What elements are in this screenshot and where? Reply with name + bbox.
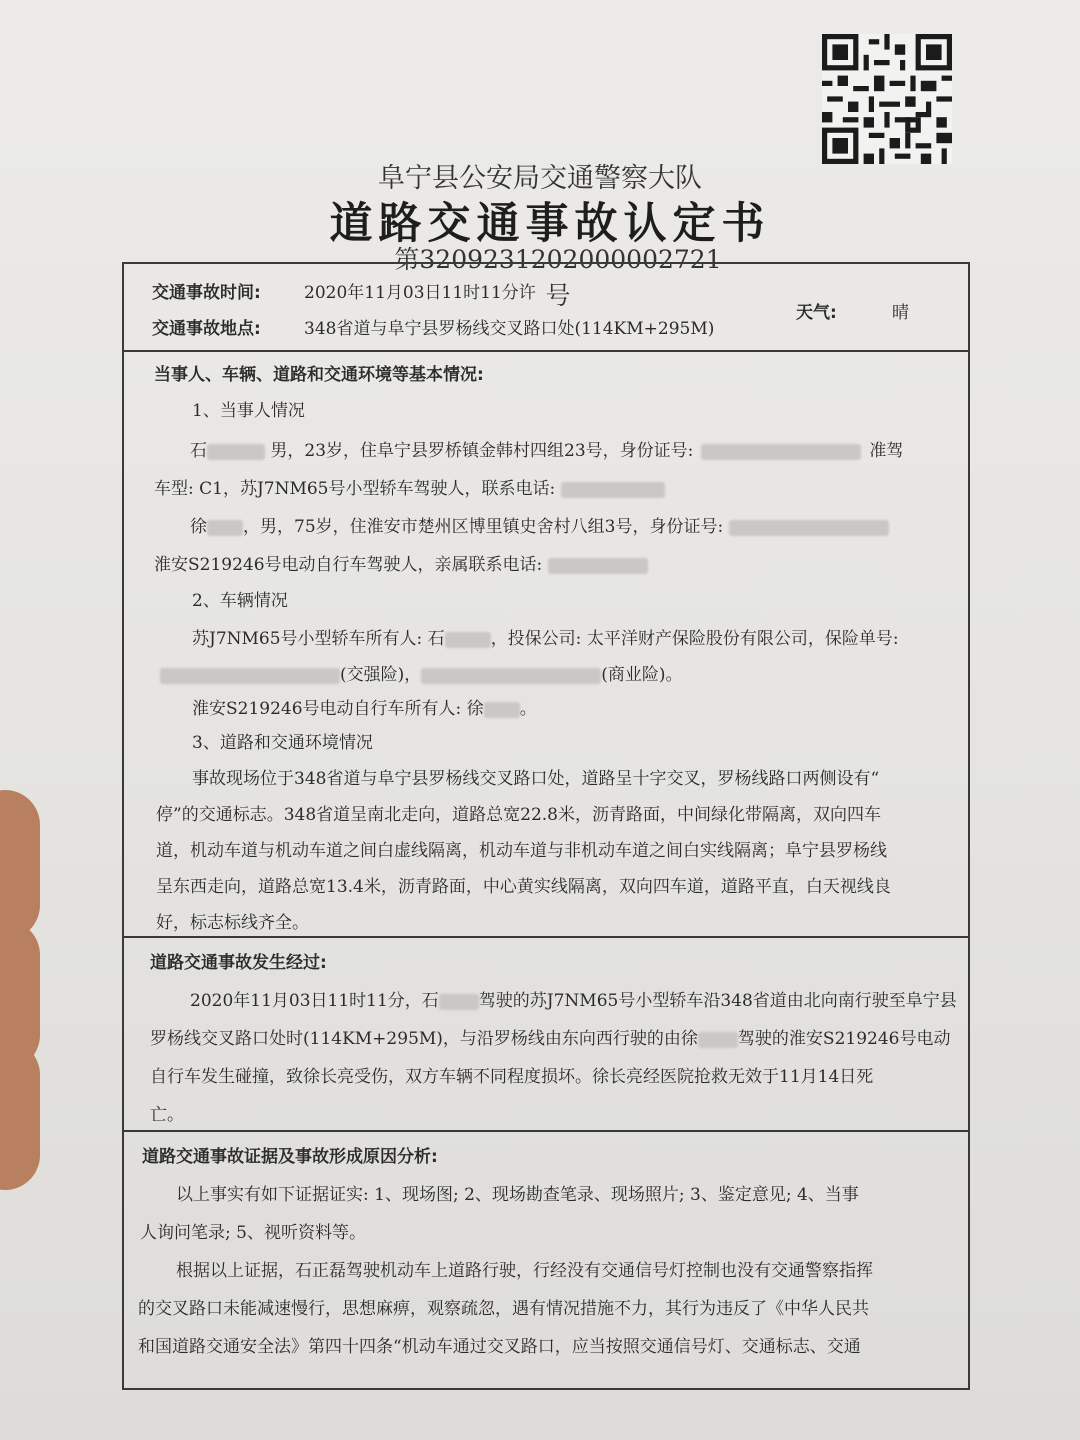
place-value: 348省道与阜宁县罗杨线交叉路口处(114KM+295M) [304,319,715,339]
evidence-line-5: 和国道路交通安全法》第四十四条“机动车通过交叉路口，应当按照交通信号灯、交通标志、交通 [138,1337,861,1357]
report-form [122,262,970,1390]
basic-heading: 当事人、车辆、道路和交通环境等基本情况: [154,365,484,385]
process-line-3: 自行车发生碰撞，致徐长亮受伤，双方车辆不同程度损坏。徐长亮经医院抢救无效于11月14日死 [150,1067,874,1087]
party1-line1: 石 男，23岁，住阜宁县罗桥镇金韩村四组23号，身份证号: 准驾 [190,441,904,461]
parties-subheading: 1、当事人情况 [192,401,305,421]
vehicle1-line2: (交强险)， (商业险)。 [160,660,683,685]
road-line-2: 停”的交通标志。348省道呈南北走向，道路总宽22.8米，沥青路面，中间绿化带隔离，双向四车 [156,805,881,825]
document-title: 道路交通事故认定书 [329,199,771,249]
road-line-4: 呈东西走向，道路总宽13.4米，沥青路面，中心黄实线隔离，双向四车道，道路平直，白天视线良 [156,877,891,897]
party2-line1: 徐 ，男，75岁，住淮安市楚州区博里镇史舍村八组3号，身份证号: [190,512,889,537]
section-divider [124,350,968,352]
road-line-3: 道，机动车道与机动车道之间白虚线隔离，机动车道与非机动车道之间白实线隔离；阜宁县罗杨线 [156,841,887,861]
evidence-heading: 道路交通事故证据及事故形成原因分析: [142,1147,438,1167]
vehicle1-line1: 苏J7NM65号小型轿车所有人: 石 ，投保公司: 太平洋财产保险股份有限公司，保险单号: [192,629,899,649]
time-value: 2020年11月03日11时11分许 [304,283,536,303]
evidence-line-1: 以上事实有如下证据证实: 1、现场图; 2、现场勘查笔录、现场照片; 3、鉴定意见; 4、当事 [176,1185,859,1205]
process-heading: 道路交通事故发生经过: [150,953,327,973]
document-number: 第320923120200000272​1号 [394,245,722,310]
finger-shadow [0,1040,40,1190]
place-label: 交通事故地点: [152,319,261,339]
process-line-2: 罗杨线交叉路口处时(114KM+295M)，与沿罗杨线由东向西行驶的由徐 驾驶的淮安S219246号电动 [150,1029,951,1049]
time-label: 交通事故时间: [152,283,261,303]
qr-code-icon [822,34,952,164]
finger-shadow [0,790,40,940]
section-divider [124,936,968,938]
weather-value: 晴 [892,303,909,323]
party1-line2: 车型: C1，苏J7NM65号小型轿车驾驶人，联系电话: [154,474,665,499]
process-line-1: 2020年11月03日11时11分，石 驾驶的苏J7NM65号小型轿车沿348省道由北向南行驶至阜宁县 [190,991,957,1011]
road-line-5: 好，标志标线齐全。 [156,913,309,933]
evidence-line-3: 根据以上证据，石正磊驾驶机动车上道路行驶，行经没有交通信号灯控制也没有交通警察指挥 [176,1261,873,1281]
section-divider [124,1130,968,1132]
vehicle2-line: 淮安S219246号电动自行车所有人: 徐 。 [192,699,537,719]
party2-line2: 淮安S219246号电动自行车驾驶人，亲属联系电话: [154,550,648,575]
issuing-agency: 阜宁县公安局交通警察大队 [378,163,702,194]
weather-label: 天气: [796,303,837,323]
road-line-1: 事故现场位于348省道与阜宁县罗杨线交叉路口处，道路呈十字交叉，罗杨线路口两侧设有“ [192,769,880,789]
evidence-line-2: 人询问笔录; 5、视听资料等。 [140,1223,366,1243]
vehicles-subheading: 2、车辆情况 [192,591,288,611]
road-subheading: 3、道路和交通环境情况 [192,733,373,753]
process-line-4: 亡。 [150,1105,184,1125]
evidence-line-4: 的交叉路口未能减速慢行，思想麻痹，观察疏忽，遇有情况措施不力，其行为违反了《中华人民共 [138,1299,869,1319]
